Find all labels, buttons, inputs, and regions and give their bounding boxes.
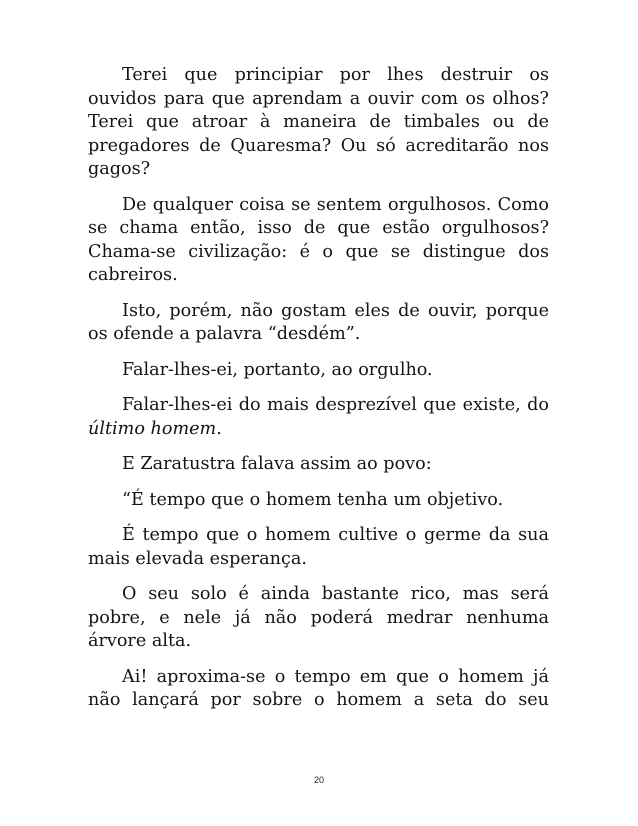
page-number: 20 [313, 775, 324, 785]
paragraph-8: É tempo que o homem cultive o germe da sua mais elevada esperança. [88, 525, 549, 569]
paragraph-3: Isto, porém, não gostam eles de ouvir, porque os ofende a palavra “desdém”. [88, 300, 549, 344]
paragraph-9: O seu solo é ainda bastante rico, mas será pobre, e nele já não poderá medrar nenhuma árvore alta. [88, 584, 549, 651]
paragraph-10: Ai! aproxima-se o tempo em que o homem já não lançará por sobre o homem a seta do seu [88, 666, 549, 710]
paragraph-6: E Zaratustra falava assim ao povo: [122, 454, 432, 474]
paragraph-5-text: Falar-lhes-ei do mais desprezível que existe, do [122, 395, 549, 415]
emphasis-last-man: último homem [88, 418, 217, 439]
paragraph-5-end: . [216, 418, 222, 439]
paragraph-2: De qualquer coisa se sentem orgulhosos. Como se chama então, isso de que estão orgulhosos? Chama-se civilização: é o que se distingue dos cabreiros. [88, 194, 549, 285]
paragraph-4: Falar-lhes-ei, portanto, ao orgulho. [122, 359, 433, 380]
body-text [88, 64, 549, 725]
paragraph-1: Terei que principiar por lhes destruir os ouvidos para que aprendam a ouvir com os olhos? Terei que atroar à maneira de timbales ou de pregadores de Quaresma? Ou só acreditarão nos gagos? [88, 65, 549, 179]
paragraph-7: “É tempo que o homem tenha um objetivo. [122, 489, 504, 510]
paragraph-5 [88, 394, 549, 441]
